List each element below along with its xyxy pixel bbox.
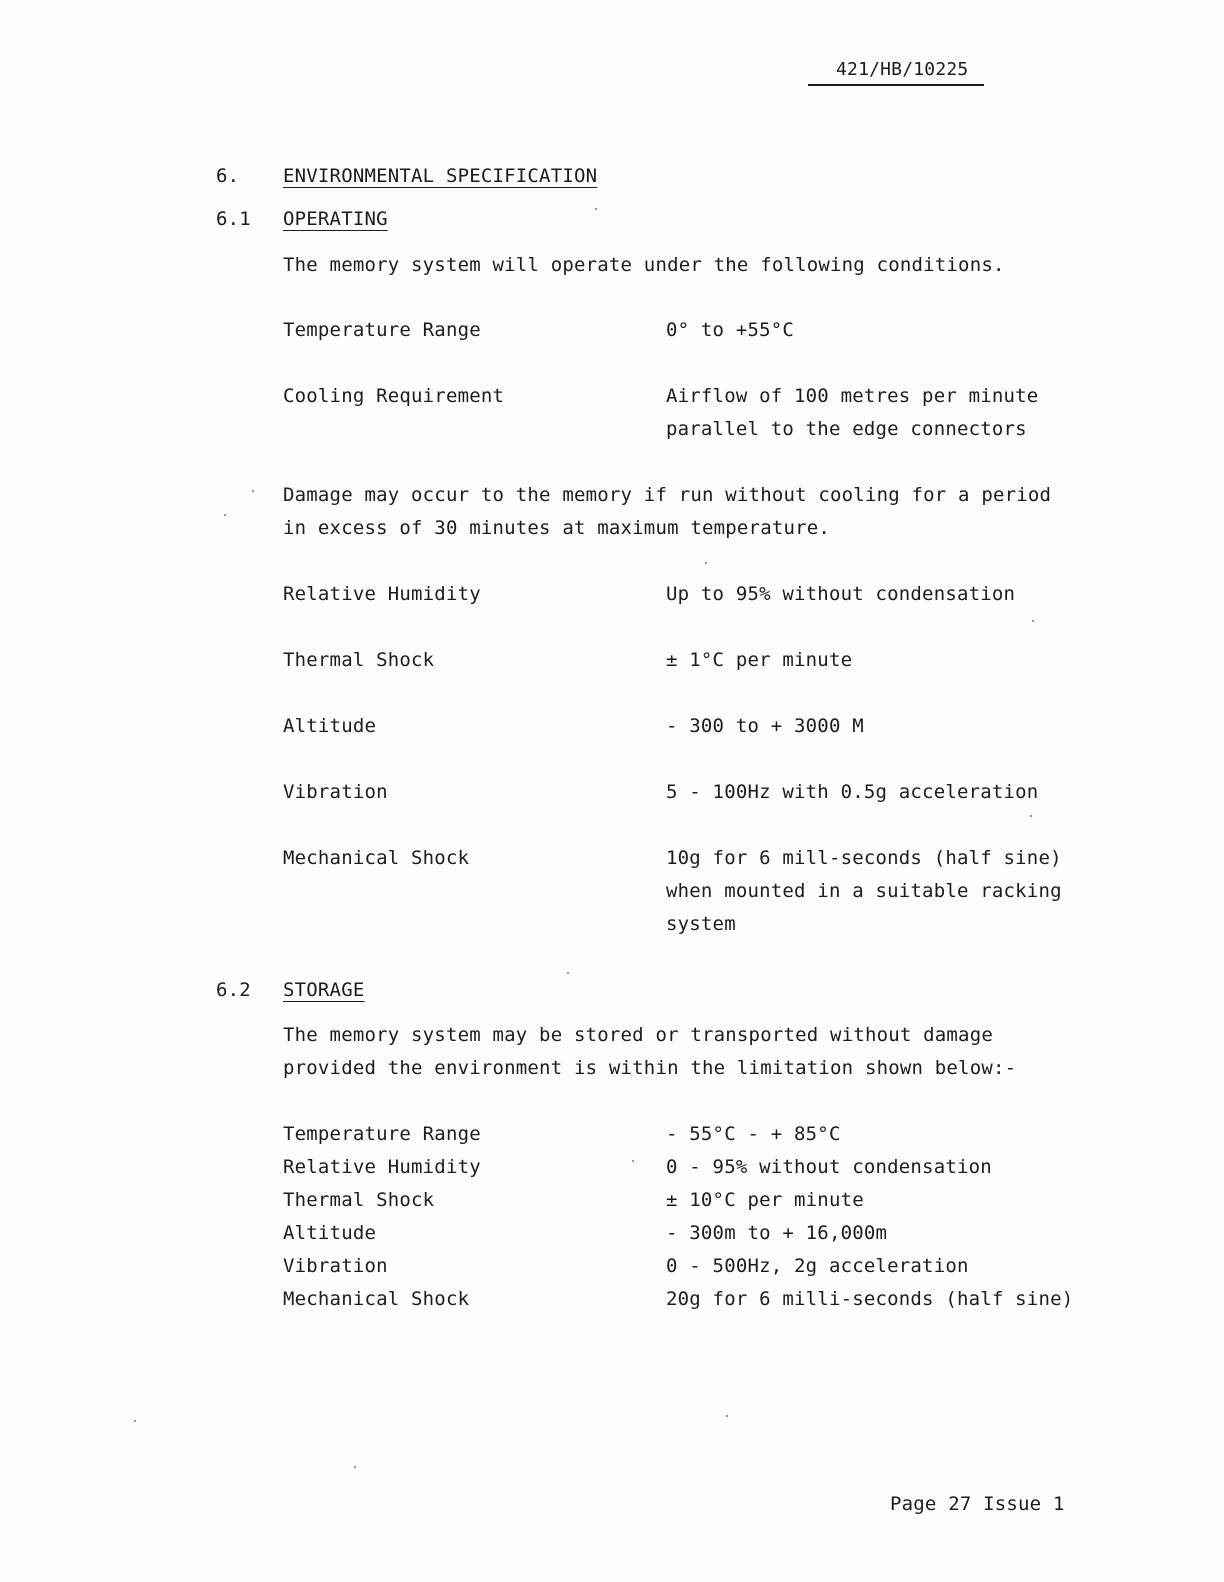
spec-label: Mechanical Shock [283, 1288, 470, 1310]
section-title: ENVIRONMENTAL SPECIFICATION [283, 165, 598, 187]
spec-value: ± 10°C per minute [666, 1189, 864, 1211]
subsection-title: OPERATING [283, 208, 388, 230]
scan-speck [567, 972, 569, 974]
spec-label: Temperature Range [283, 1123, 481, 1145]
paragraph: provided the environment is within the limitation shown below:- [283, 1057, 1017, 1079]
paragraph: in excess of 30 minutes at maximum temperature. [283, 517, 831, 539]
spec-value: 0 - 500Hz, 2g acceleration [666, 1255, 969, 1277]
scan-speck [595, 208, 597, 210]
spec-label: Mechanical Shock [283, 847, 470, 869]
scan-speck [1032, 620, 1034, 622]
spec-label: Cooling Requirement [283, 385, 505, 407]
spec-value: - 55°C - + 85°C [666, 1123, 841, 1145]
section-number: 6. [216, 165, 240, 187]
spec-value: 0 - 95% without condensation [666, 1156, 992, 1178]
scan-speck [224, 514, 226, 516]
spec-value: when mounted in a suitable racking [666, 880, 1062, 902]
subsection-number: 6.2 [216, 979, 251, 1001]
document-reference: 421/HB/10225 [808, 56, 984, 86]
spec-value: 20g for 6 milli-seconds (half sine) [666, 1288, 1074, 1310]
spec-value: Airflow of 100 metres per minute [666, 385, 1039, 407]
spec-label: Thermal Shock [283, 1189, 435, 1211]
spec-label: Relative Humidity [283, 583, 481, 605]
spec-value: parallel to the edge connectors [666, 418, 1027, 440]
spec-label: Relative Humidity [283, 1156, 481, 1178]
spec-label: Thermal Shock [283, 649, 435, 671]
scan-speck [1030, 815, 1032, 817]
subsection-number: 6.1 [216, 208, 251, 230]
scan-speck [726, 1415, 728, 1417]
scan-speck [252, 490, 254, 492]
spec-value: system [666, 913, 736, 935]
spec-value: 5 - 100Hz with 0.5g acceleration [666, 781, 1039, 803]
spec-value: 0° to +55°C [666, 319, 795, 341]
spec-value: Up to 95% without condensation [666, 583, 1016, 605]
spec-value: - 300m to + 16,000m [666, 1222, 888, 1244]
spec-value: 10g for 6 mill-seconds (half sine) [666, 847, 1062, 869]
scan-speck [354, 1466, 356, 1468]
scan-speck [705, 562, 707, 564]
page-footer: Page 27 Issue 1 [890, 1493, 1065, 1515]
paragraph: The memory system may be stored or transported without damage [283, 1024, 993, 1046]
spec-label: Altitude [283, 715, 377, 737]
spec-value: ± 1°C per minute [666, 649, 853, 671]
spec-label: Altitude [283, 1222, 377, 1244]
spec-value: - 300 to + 3000 M [666, 715, 864, 737]
subsection-title: STORAGE [283, 979, 365, 1001]
scan-speck [134, 1420, 136, 1422]
spec-label: Vibration [283, 781, 388, 803]
scan-speck [632, 1160, 634, 1162]
spec-label: Vibration [283, 1255, 388, 1277]
paragraph: Damage may occur to the memory if run without cooling for a period [283, 484, 1052, 506]
paragraph: The memory system will operate under the following conditions. [283, 254, 1005, 276]
spec-label: Temperature Range [283, 319, 481, 341]
